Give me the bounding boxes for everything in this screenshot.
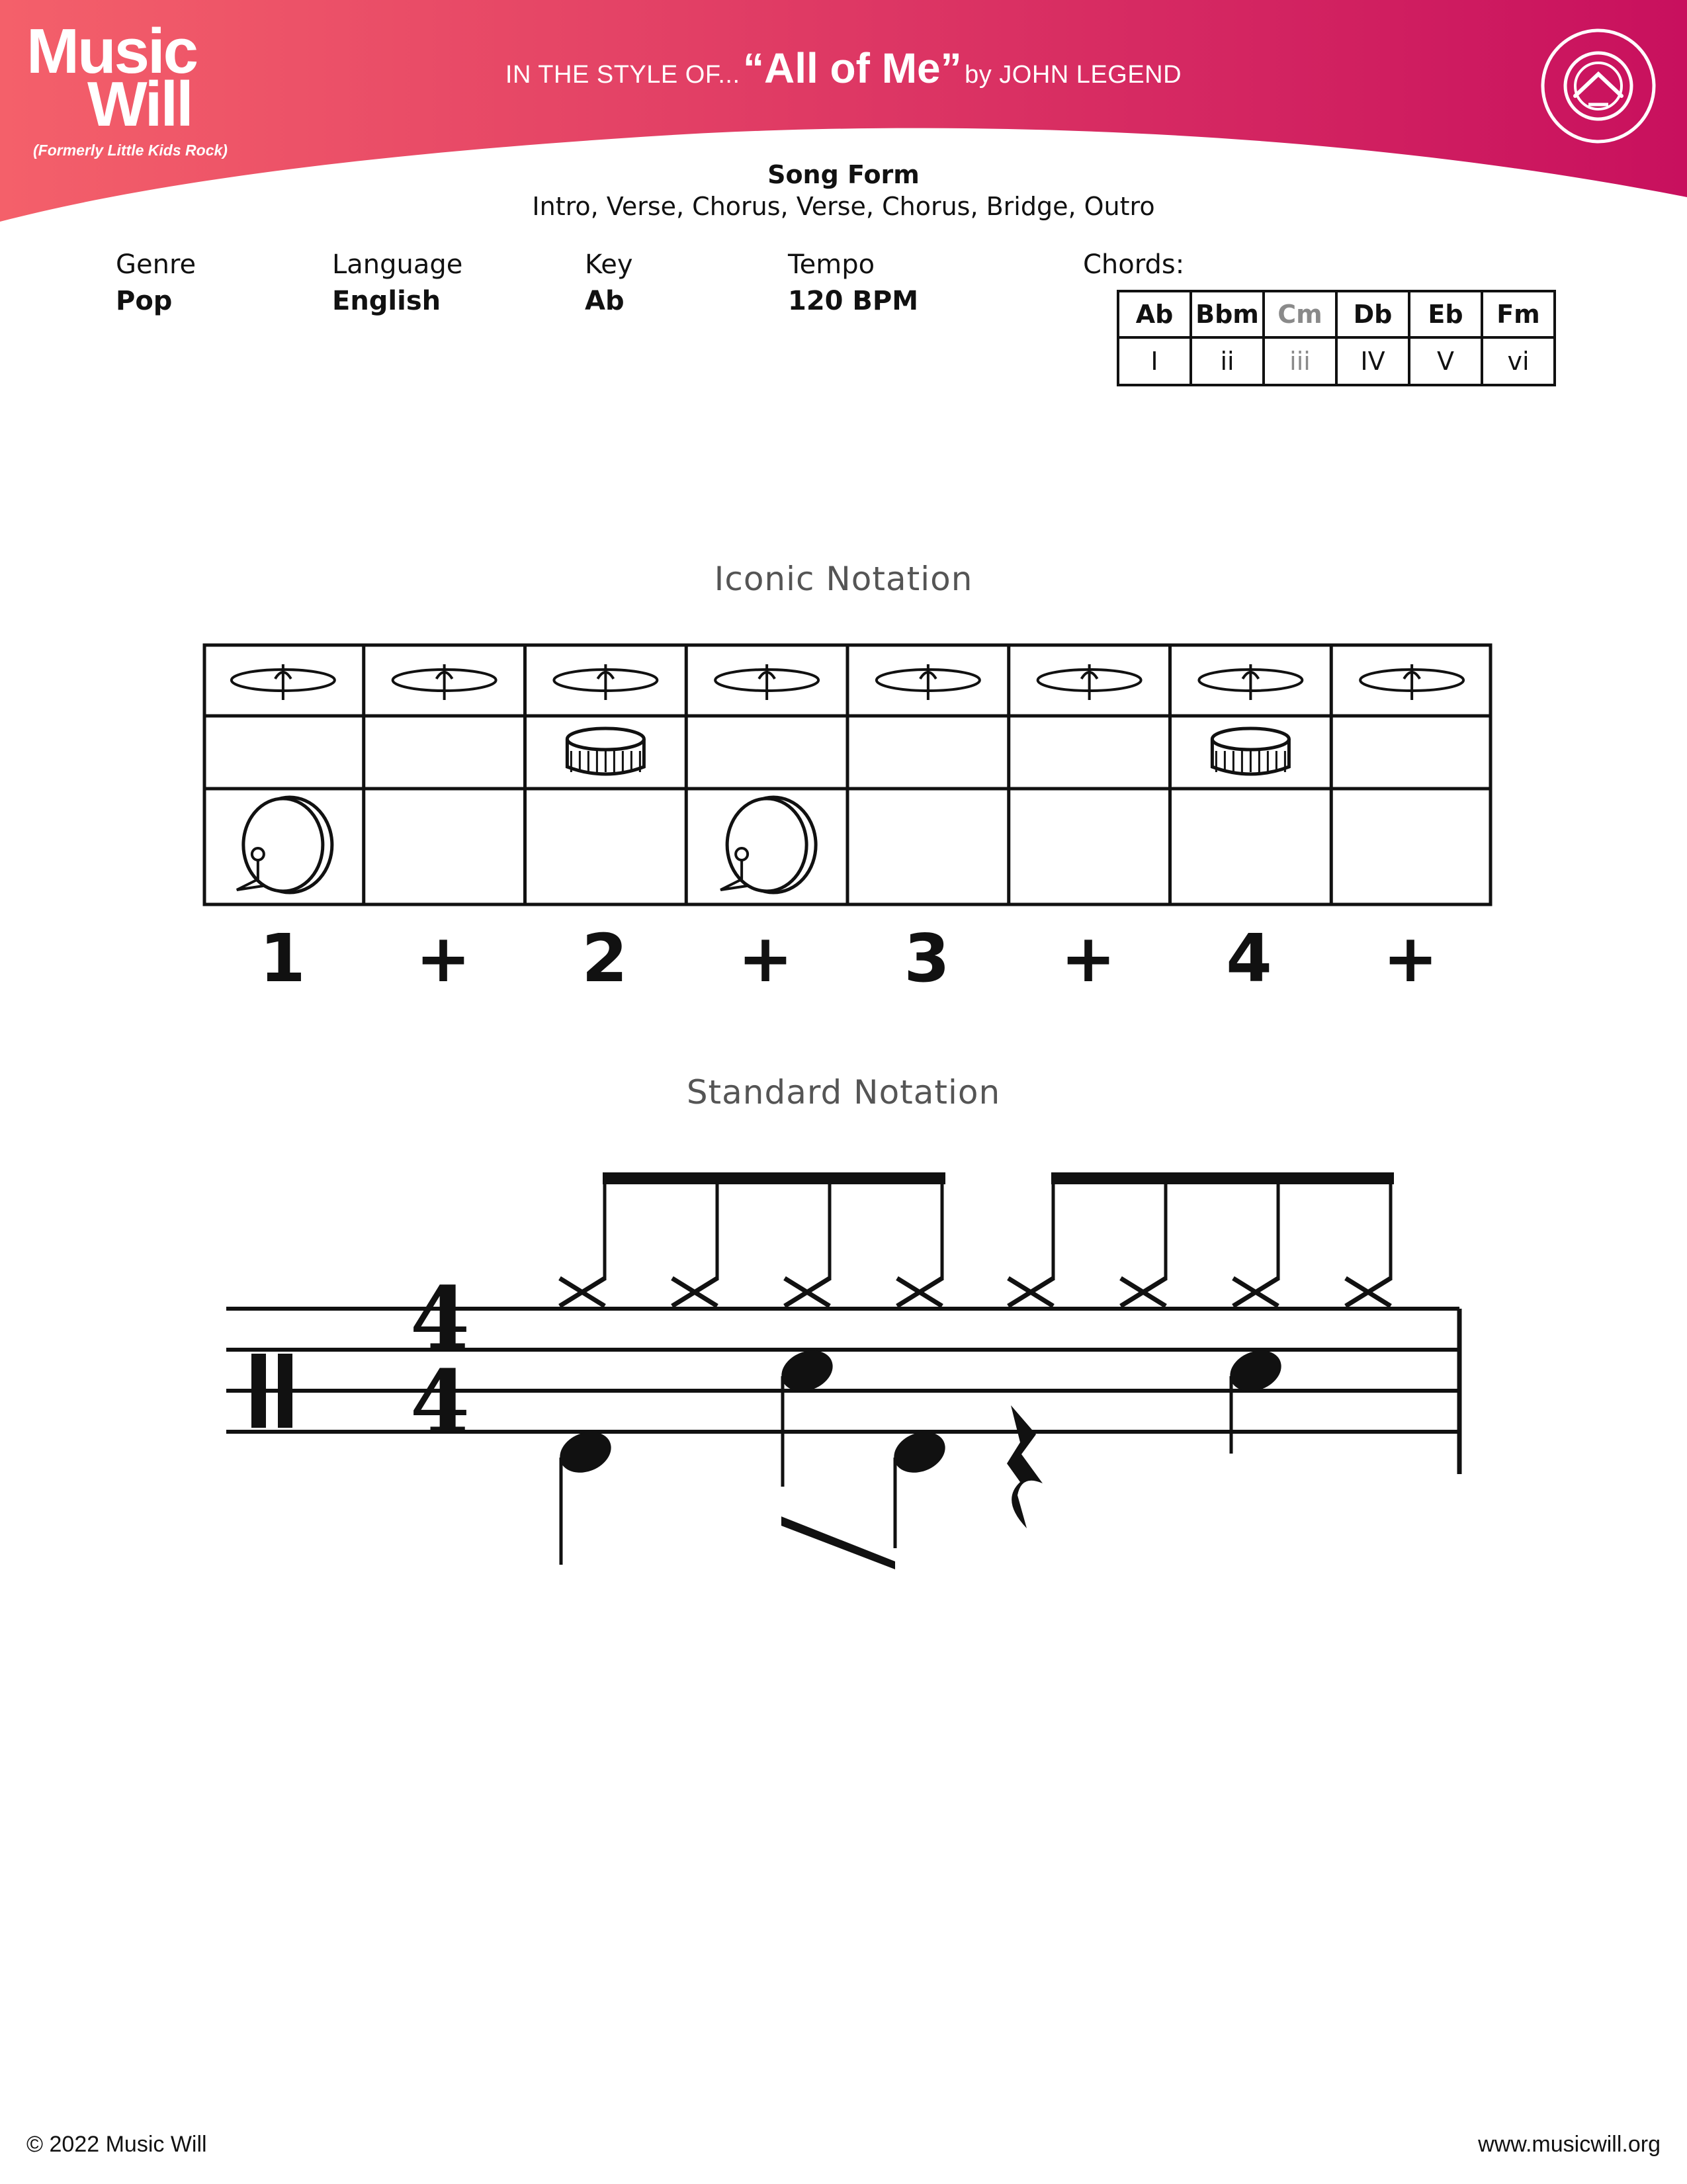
genre-label: Genre <box>116 249 196 280</box>
hi-hat-note <box>1233 1178 1278 1306</box>
hi-hat-icon <box>1199 664 1302 700</box>
bass-drum-icon <box>720 797 816 893</box>
song-heading <box>0 44 1687 93</box>
tempo-value: 120 BPM <box>788 286 919 316</box>
beat-count: + <box>1383 920 1438 997</box>
hi-hat-icon <box>393 664 496 700</box>
staff-notes <box>554 1172 1394 1569</box>
chord-numeral: vi <box>1482 337 1555 385</box>
snare-drum-icon <box>567 728 644 774</box>
song-form-title: Song Form <box>767 160 920 189</box>
beat-count: 4 <box>1226 920 1272 997</box>
logo-subtitle: (Formerly Little Kids Rock) <box>33 142 228 159</box>
style-prefix: IN THE STYLE OF... <box>505 61 740 89</box>
song-title: “All of Me” <box>742 44 962 92</box>
hi-hat-icon <box>554 664 657 700</box>
chord-name: Bbm <box>1191 291 1264 337</box>
iconic-notation-grid <box>202 643 1492 908</box>
beam <box>781 1516 895 1569</box>
bass-drum-icon <box>237 797 332 893</box>
chord-name: Ab <box>1118 291 1191 337</box>
chords-label: Chords: <box>1083 249 1185 280</box>
chord-name: Eb <box>1409 291 1482 337</box>
header-banner <box>0 0 1687 225</box>
beat-count: + <box>738 920 793 997</box>
chord-name-row <box>1118 291 1555 337</box>
bass-drum-note <box>554 1424 617 1565</box>
chord-numeral-row <box>1118 337 1555 385</box>
website-link[interactable]: www.musicwill.org <box>1478 2132 1661 2157</box>
beat-count: 3 <box>904 920 950 997</box>
beam <box>603 1172 945 1184</box>
beat-count: 1 <box>259 920 306 997</box>
hi-hat-icon <box>877 664 980 700</box>
hi-hat-note <box>672 1178 717 1306</box>
key-label: Key <box>585 249 633 280</box>
hi-hat-icon <box>715 664 818 700</box>
hi-hat-note <box>785 1178 830 1306</box>
hi-hat-note <box>897 1178 942 1306</box>
snare-drum-icon <box>1212 728 1289 774</box>
chord-table <box>1117 290 1556 386</box>
bass-drum-note <box>888 1424 951 1548</box>
language-value: English <box>332 286 441 316</box>
hi-hat-note <box>1008 1178 1053 1306</box>
key-value: Ab <box>585 286 625 316</box>
time-signature-top: 4 <box>410 1268 470 1369</box>
song-form-sections: Intro, Verse, Chorus, Verse, Chorus, Bridge, Outro <box>532 192 1155 221</box>
chord-numeral: V <box>1409 337 1482 385</box>
beat-count: 2 <box>582 920 628 997</box>
beam <box>1051 1172 1394 1184</box>
drum-staff <box>218 1138 1475 1575</box>
chord-numeral: ii <box>1191 337 1264 385</box>
chord-numeral: IV <box>1336 337 1409 385</box>
hi-hat-note <box>560 1178 605 1306</box>
hi-hat-icon <box>1038 664 1141 700</box>
hi-hat-note <box>1346 1178 1391 1306</box>
hi-hat-icon <box>1360 664 1463 700</box>
standard-notation-title: Standard Notation <box>686 1073 1001 1112</box>
hi-hat-icon <box>232 664 335 700</box>
chord-numeral: iii <box>1264 337 1336 385</box>
chord-numeral: I <box>1118 337 1191 385</box>
copyright-text: © 2022 Music Will <box>26 2132 207 2157</box>
tempo-label: Tempo <box>788 249 875 280</box>
snare-note <box>1224 1343 1287 1454</box>
chord-name: Db <box>1336 291 1409 337</box>
drum-kit-icon <box>1539 26 1658 146</box>
quarter-rest <box>1007 1405 1043 1528</box>
language-label: Language <box>332 249 463 280</box>
beat-counts <box>202 920 1492 999</box>
beat-count: + <box>1060 920 1116 997</box>
beat-count: + <box>415 920 471 997</box>
chord-name: Fm <box>1482 291 1555 337</box>
snare-note <box>775 1343 839 1487</box>
hi-hat-note <box>1121 1178 1166 1306</box>
time-signature-bottom: 4 <box>410 1351 470 1452</box>
genre-value: Pop <box>116 286 173 316</box>
svg-text:Music: Music <box>26 20 197 87</box>
iconic-notation-title: Iconic Notation <box>714 560 973 598</box>
svg-text:Will: Will <box>87 69 192 132</box>
chord-name: Cm <box>1264 291 1336 337</box>
artist-name: by JOHN LEGEND <box>965 61 1182 89</box>
